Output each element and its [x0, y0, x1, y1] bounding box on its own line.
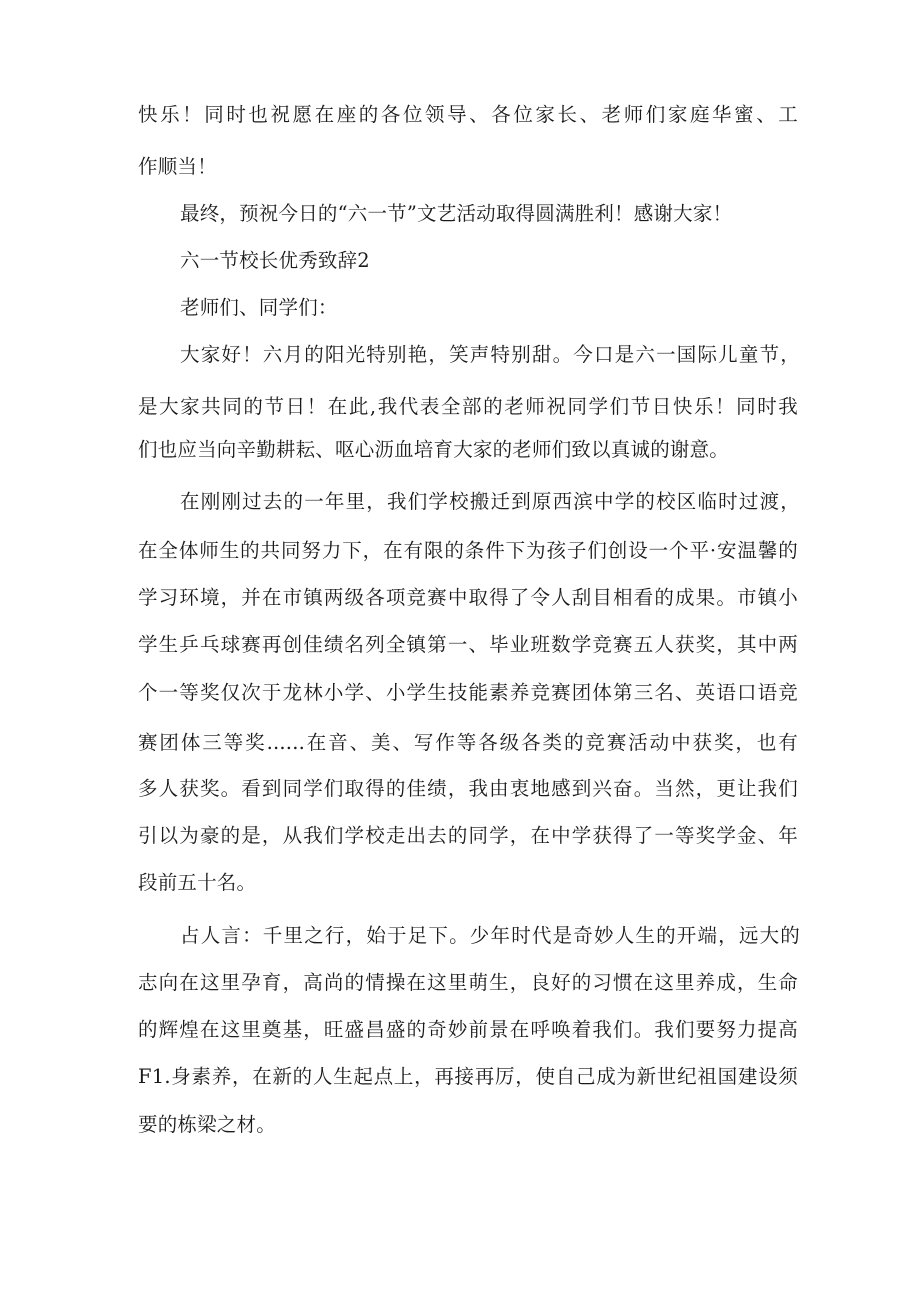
- salutation: 老师们、同学们：: [180, 296, 338, 319]
- text-line: 们也应当向辛勤耕耘、呕心沥血培育大家的老师们致以真诚的谢意。: [138, 438, 730, 461]
- text-line: 在全体师生的共同努力下，在有限的条件下为孩子们创设一个平·安温馨的: [138, 539, 798, 562]
- text-line: 要的栋梁之材。: [138, 1113, 276, 1136]
- text-line: 快乐！同时也祝愿在座的各位领导、各位家长、老师们家庭华蜜、工: [138, 103, 798, 126]
- section-heading: 六一节校长优秀致辞2: [180, 249, 370, 272]
- text-line: 段前五十名。: [138, 871, 257, 894]
- text-line: 的辉煌在这里奠基，旺盛昌盛的奇妙前景在呼唤着我们。我们要努力提高: [138, 1018, 798, 1041]
- text-line: 个一等奖仅次于龙林小学、小学生技能素养竞赛团体第三名、英语口语竞: [138, 681, 798, 704]
- text-line: 最终，预祝今日的“六一节”文艺活动取得圆满胜利！感谢大家！: [180, 202, 733, 225]
- text-line: 学习环境，并在市镇两级各项竞赛中取得了令人刮目相看的成果。市镇小: [138, 586, 798, 609]
- text-line: 学生乒乓球赛再创佳绩名列全镇第一、毕业班数学竞赛五人获奖，其中两: [138, 633, 798, 656]
- text-line: 志向在这里孕育，高尚的情操在这里萌生，良好的习惯在这里养成，生命: [138, 971, 798, 994]
- text-line: 赛团体三等奖......在音、美、写作等各级各类的竞赛活动中获奖，也有: [138, 731, 798, 754]
- text-line: 作顺当！: [138, 155, 217, 178]
- text-line: 多人获奖。看到同学们取得的佳绩，我由衷地感到兴奋。当然，更让我们: [138, 777, 798, 800]
- text-line: 大家好！六月的阳光特别艳，笑声特别甜。今口是六一国际儿童节，: [180, 343, 800, 366]
- text-line: F1.身素养，在新的人生起点上，再接再厉，使自己成为新世纪祖国建设须: [138, 1065, 798, 1088]
- text-line: 占人言：千里之行，始于足下。少年时代是奇妙人生的开端，远大的: [180, 924, 800, 947]
- text-line: 是大家共同的节日！在此,我代表全部的老师祝同学们节日快乐！同时我: [138, 395, 798, 418]
- text-line: 引以为豪的是，从我们学校走出去的同学，在中学获得了一等奖学金、年: [138, 824, 798, 847]
- text-line: 在刚刚过去的一年里，我们学校搬迁到原西滨中学的校区临时过渡，: [180, 490, 800, 513]
